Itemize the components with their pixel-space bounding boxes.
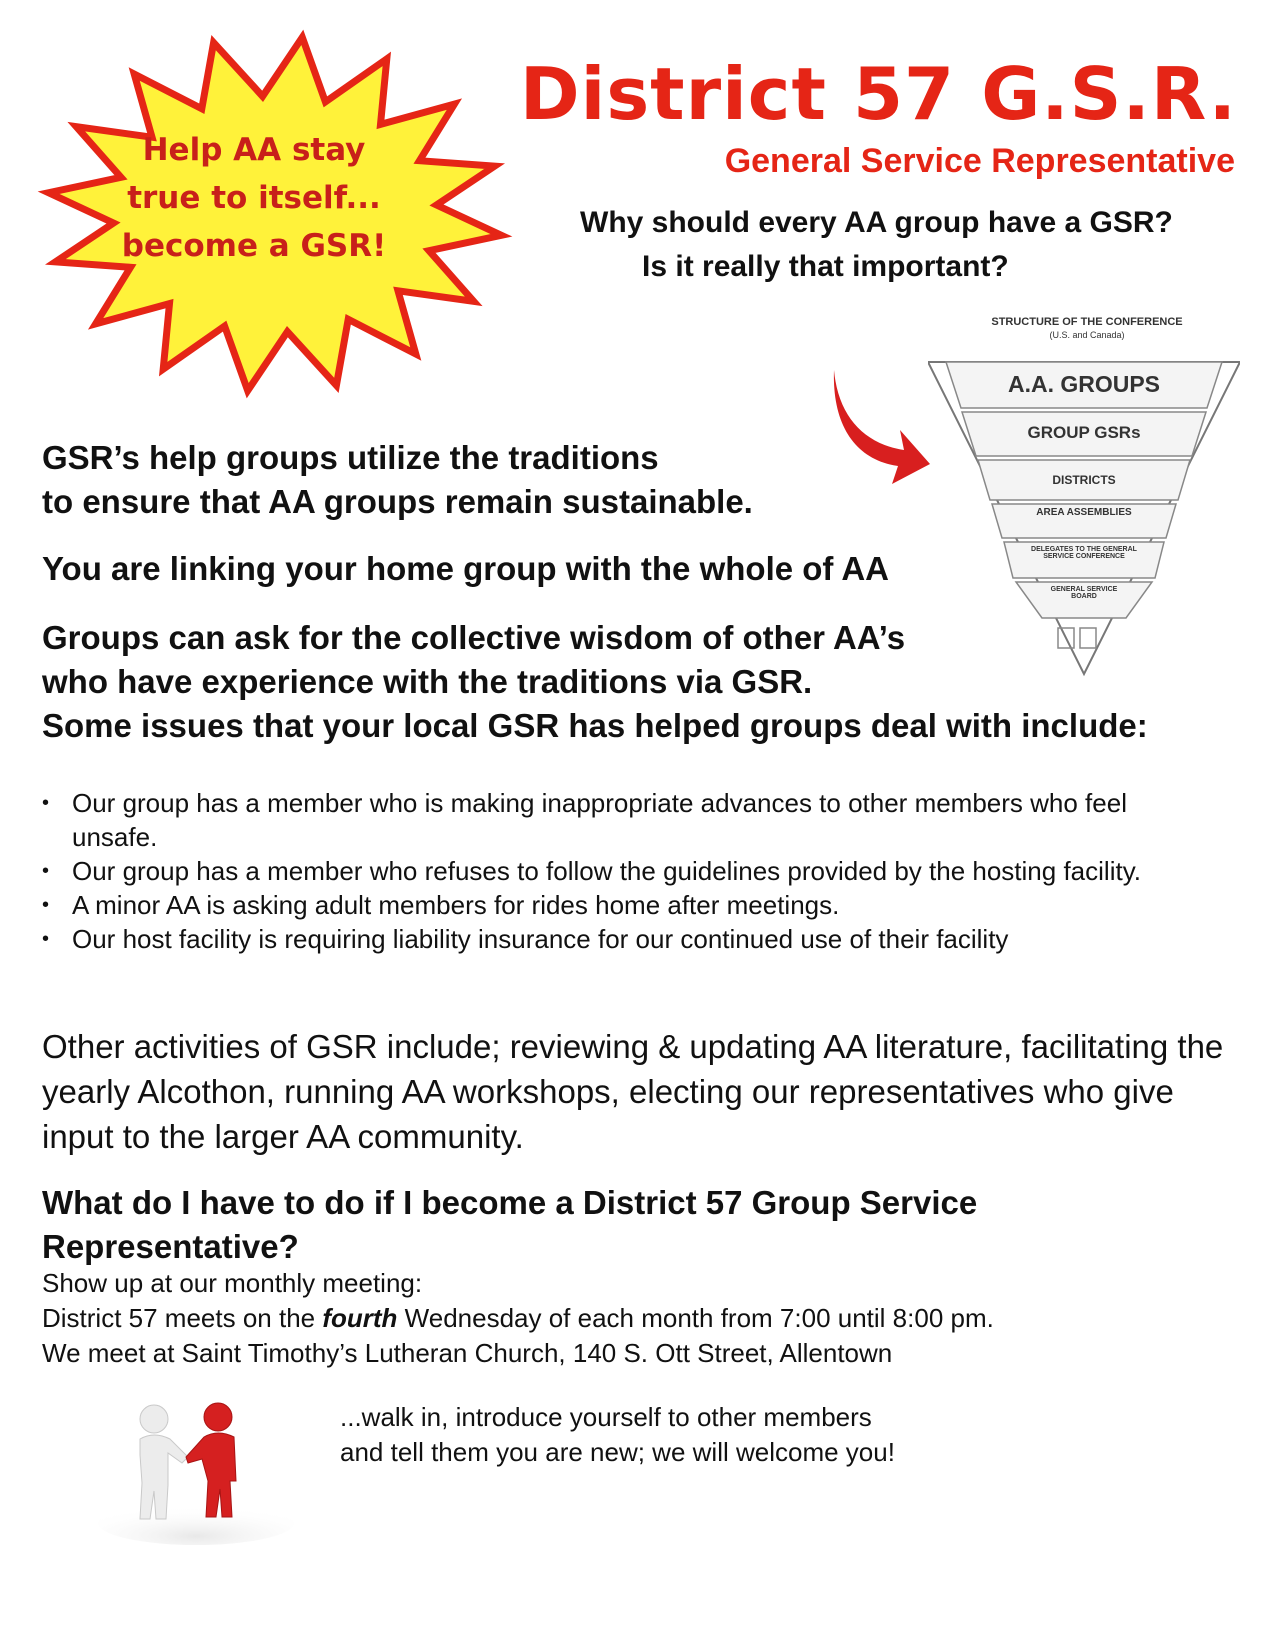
list-item: • A minor AA is asking adult members for rides home after meetings. — [42, 888, 1217, 922]
question-line-2: Is it really that important? — [642, 250, 1009, 283]
level-districts: DISTRICTS — [1052, 473, 1116, 487]
level-general-service-board: GENERAL SERVICE BOARD — [1050, 586, 1118, 601]
level-delegates: DELEGATES TO THE GENERAL SERVICE CONFERENCE — [1031, 546, 1137, 561]
starburst-line: true to itself... — [127, 180, 381, 216]
diagram-title — [962, 316, 1212, 342]
page-subtitle: General Service Representative — [724, 142, 1235, 180]
starburst-line: Help AA stay — [142, 132, 366, 168]
level-area-assemblies: AREA ASSEMBLIES — [1036, 507, 1132, 518]
paragraph-line: Groups can ask for the collective wisdom of other AA’s — [42, 619, 906, 656]
paragraph-line: to ensure that AA groups remain sustainable. — [42, 483, 753, 520]
list-item: • Our group has a member who is making inappropriate advances to other members who feel unsafe. — [42, 786, 1217, 854]
level-aa-groups: A.A. GROUPS — [1007, 371, 1161, 397]
what-to-do-heading: What do I have to do if I become a District 57 Group Service Representative? — [42, 1184, 978, 1265]
other-activities-paragraph: Other activities of GSR include; reviewing & updating AA literature, facilitating the yearly Alcothon, running AA workshops, electing our representatives who give input to the larger AA community. — [42, 1028, 1224, 1155]
paragraph-traditions — [42, 436, 902, 524]
meeting-schedule-line — [42, 1301, 1232, 1336]
schedule-suffix: Wednesday of each month from 7:00 until 8:00 pm. — [397, 1303, 994, 1333]
schedule-prefix: District 57 meets on the — [42, 1303, 323, 1333]
welcome-line: and tell them you are new; we will welcome you! — [340, 1437, 895, 1467]
welcome-message — [340, 1400, 895, 1470]
question-line-1: Why should every AA group have a GSR? — [580, 206, 1173, 239]
diagram-title-text: STRUCTURE OF THE CONFERENCE — [991, 316, 1183, 328]
meeting-location-line: We meet at Saint Timothy’s Lutheran Church, 140 S. Ott Street, Allentown — [42, 1338, 893, 1368]
paragraph-line: Some issues that your local GSR has helped groups deal with include: — [42, 707, 1148, 744]
handshake-figures-image — [96, 1395, 296, 1545]
list-item: • Our group has a member who refuses to follow the guidelines provided by the hosting facility. — [42, 854, 1217, 888]
schedule-emphasis: fourth — [322, 1303, 398, 1333]
paragraph-line: GSR’s help groups utilize the traditions — [42, 439, 659, 476]
meeting-info — [42, 1266, 1232, 1371]
show-up-line: Show up at our monthly meeting: — [42, 1268, 423, 1298]
page-title: District 57 G.S.R. — [519, 52, 1237, 136]
paragraph-line: who have experience with the traditions via GSR. — [42, 663, 813, 700]
level-group-gsrs: GROUP GSRs — [1027, 423, 1141, 442]
starburst-line: become a GSR! — [121, 228, 387, 264]
paragraph-linking: You are linking your home group with the whole of AA — [42, 550, 890, 587]
starburst-text — [118, 126, 390, 270]
diagram-subtitle: (U.S. and Canada) — [1049, 330, 1125, 340]
paragraph-collective-wisdom — [42, 616, 1222, 748]
welcome-line: ...walk in, introduce yourself to other members — [340, 1402, 872, 1432]
list-item: • Our host facility is requiring liability insurance for our continued use of their facility — [42, 922, 1217, 956]
issues-list — [42, 786, 1217, 956]
